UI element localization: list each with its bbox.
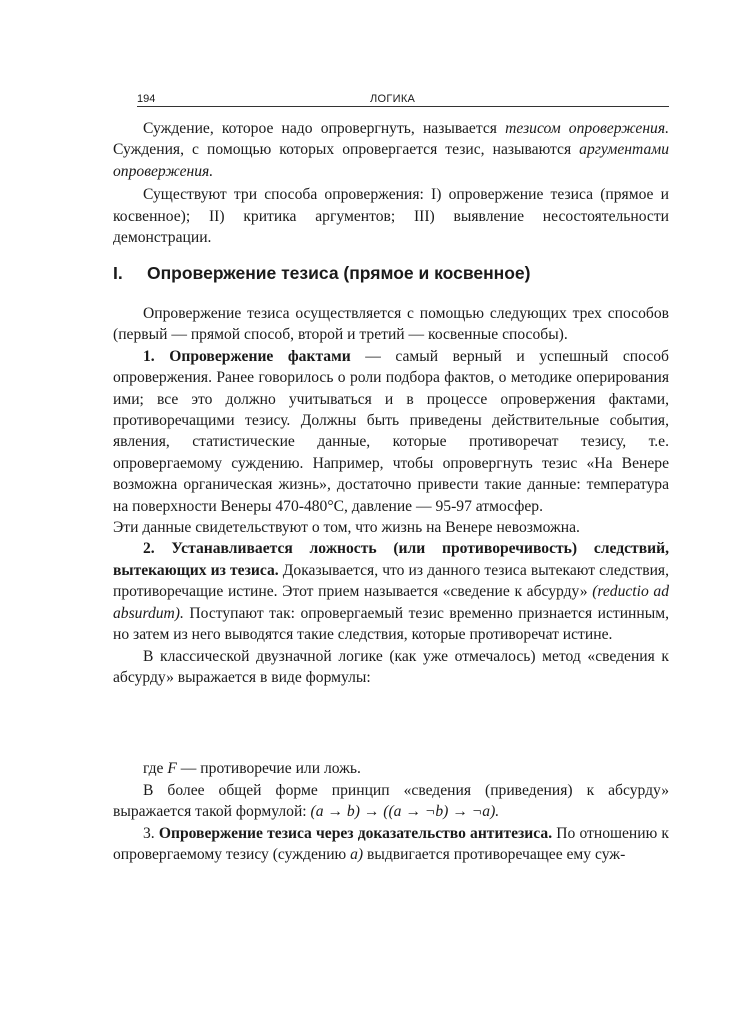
method-1-title: 1. Опровержение фактами — [143, 347, 351, 365]
formula-area — [113, 688, 669, 758]
text-run: В более общей форме принцип «сведения (приведения) к абсурду» выражается такой формулой: — [113, 781, 669, 821]
running-title: ЛОГИКА — [370, 93, 416, 105]
section-number: I. — [113, 263, 123, 283]
text-run: Доказывается, что из данного тезиса вытекают следствия, противоречащие истине. Этот прием называется «сведение к абсурду» — [113, 561, 669, 601]
symbol-a: а) — [350, 845, 364, 863]
section-title: Опровержение тезиса (прямое и косвенное) — [147, 263, 531, 283]
text-run: Суждение, которое надо опровергнуть, называется — [143, 120, 506, 137]
text-run: Суждения, с помощью которых опровергается тезис, называются — [113, 141, 580, 159]
section-heading — [113, 262, 669, 284]
paragraph-methods: Существуют три способа опровержения: I) опровержение тезиса (прямое и косвенное); II) критика аргументов; III) выявление несостоятельности демонстрации. — [113, 186, 669, 247]
paragraph-where — [113, 758, 669, 779]
term-thesis: тезисом опровержения. — [505, 120, 669, 137]
paragraph-method-1 — [113, 346, 669, 517]
latin-term: (reductio ad absurdum). — [113, 583, 669, 622]
symbol-F: F — [167, 760, 177, 778]
paragraph-overview: Опровержение тезиса осуществляется с помощью следующих трех способов (первый — прямой способ, второй и третий — косвенные способы). — [113, 305, 669, 344]
method-1-text: — самый верный и успешный способ опровержения. Ранее говорилось о роли подбора фактов, о методике оперирования ими; все это должно учитываться и в процессе опровержения фактами, противоречащими тезису. Должны быть приведены действительные события, явления, статистические данные, которые противоречат тезису, т.е. опровергаемому суждению. Например, чтобы опровергнуть тезис «На Венере возможна органическая жизнь», достаточно привести такие данные: температура на поверхности Венеры 470-480°С, давление — 95-97 атмосфер. — [113, 347, 669, 515]
method-3-title: Опровержение тезиса через доказательство антитезиса. — [158, 824, 553, 842]
text-run: — противоречие или ложь. — [176, 760, 361, 778]
paragraph-classic-logic: В классической двузначной логике (как уже отмечалось) метод «сведения к абсурду» выражается в виде формулы: — [113, 647, 669, 686]
method-2-title: 2. Устанавливается ложность (или противоречивость) следствий, вытекающих из тезиса. — [113, 540, 669, 579]
text-run: выдвигается противоречащее ему суж- — [363, 845, 626, 863]
paragraph-method-2 — [113, 538, 669, 645]
text-run: По отношению к опровергаемому тезису (суждению — [113, 824, 669, 863]
method-3-number: 3. — [143, 824, 159, 842]
paragraph-general-form — [113, 780, 669, 823]
intro-block — [113, 118, 669, 248]
paragraph-definition — [113, 118, 669, 182]
paragraph-method-1-cont: Эти данные свидетельствуют о том, что жизнь на Венере невозможна. — [113, 519, 580, 537]
main-block — [113, 303, 669, 865]
page-number: 194 — [137, 93, 156, 105]
running-head — [137, 92, 669, 107]
text-run: где — [143, 760, 168, 778]
term-arguments: аргументами опровержения. — [113, 141, 669, 180]
paragraph-method-3 — [113, 823, 669, 866]
formula-general: (a → b) → ((a → ¬b) → ¬a). — [310, 803, 500, 821]
text-run: Поступают так: опровергаемый тезис временно признается истинным, но затем из него выводятся такие следствия, которые противоречат истине. — [113, 604, 669, 644]
